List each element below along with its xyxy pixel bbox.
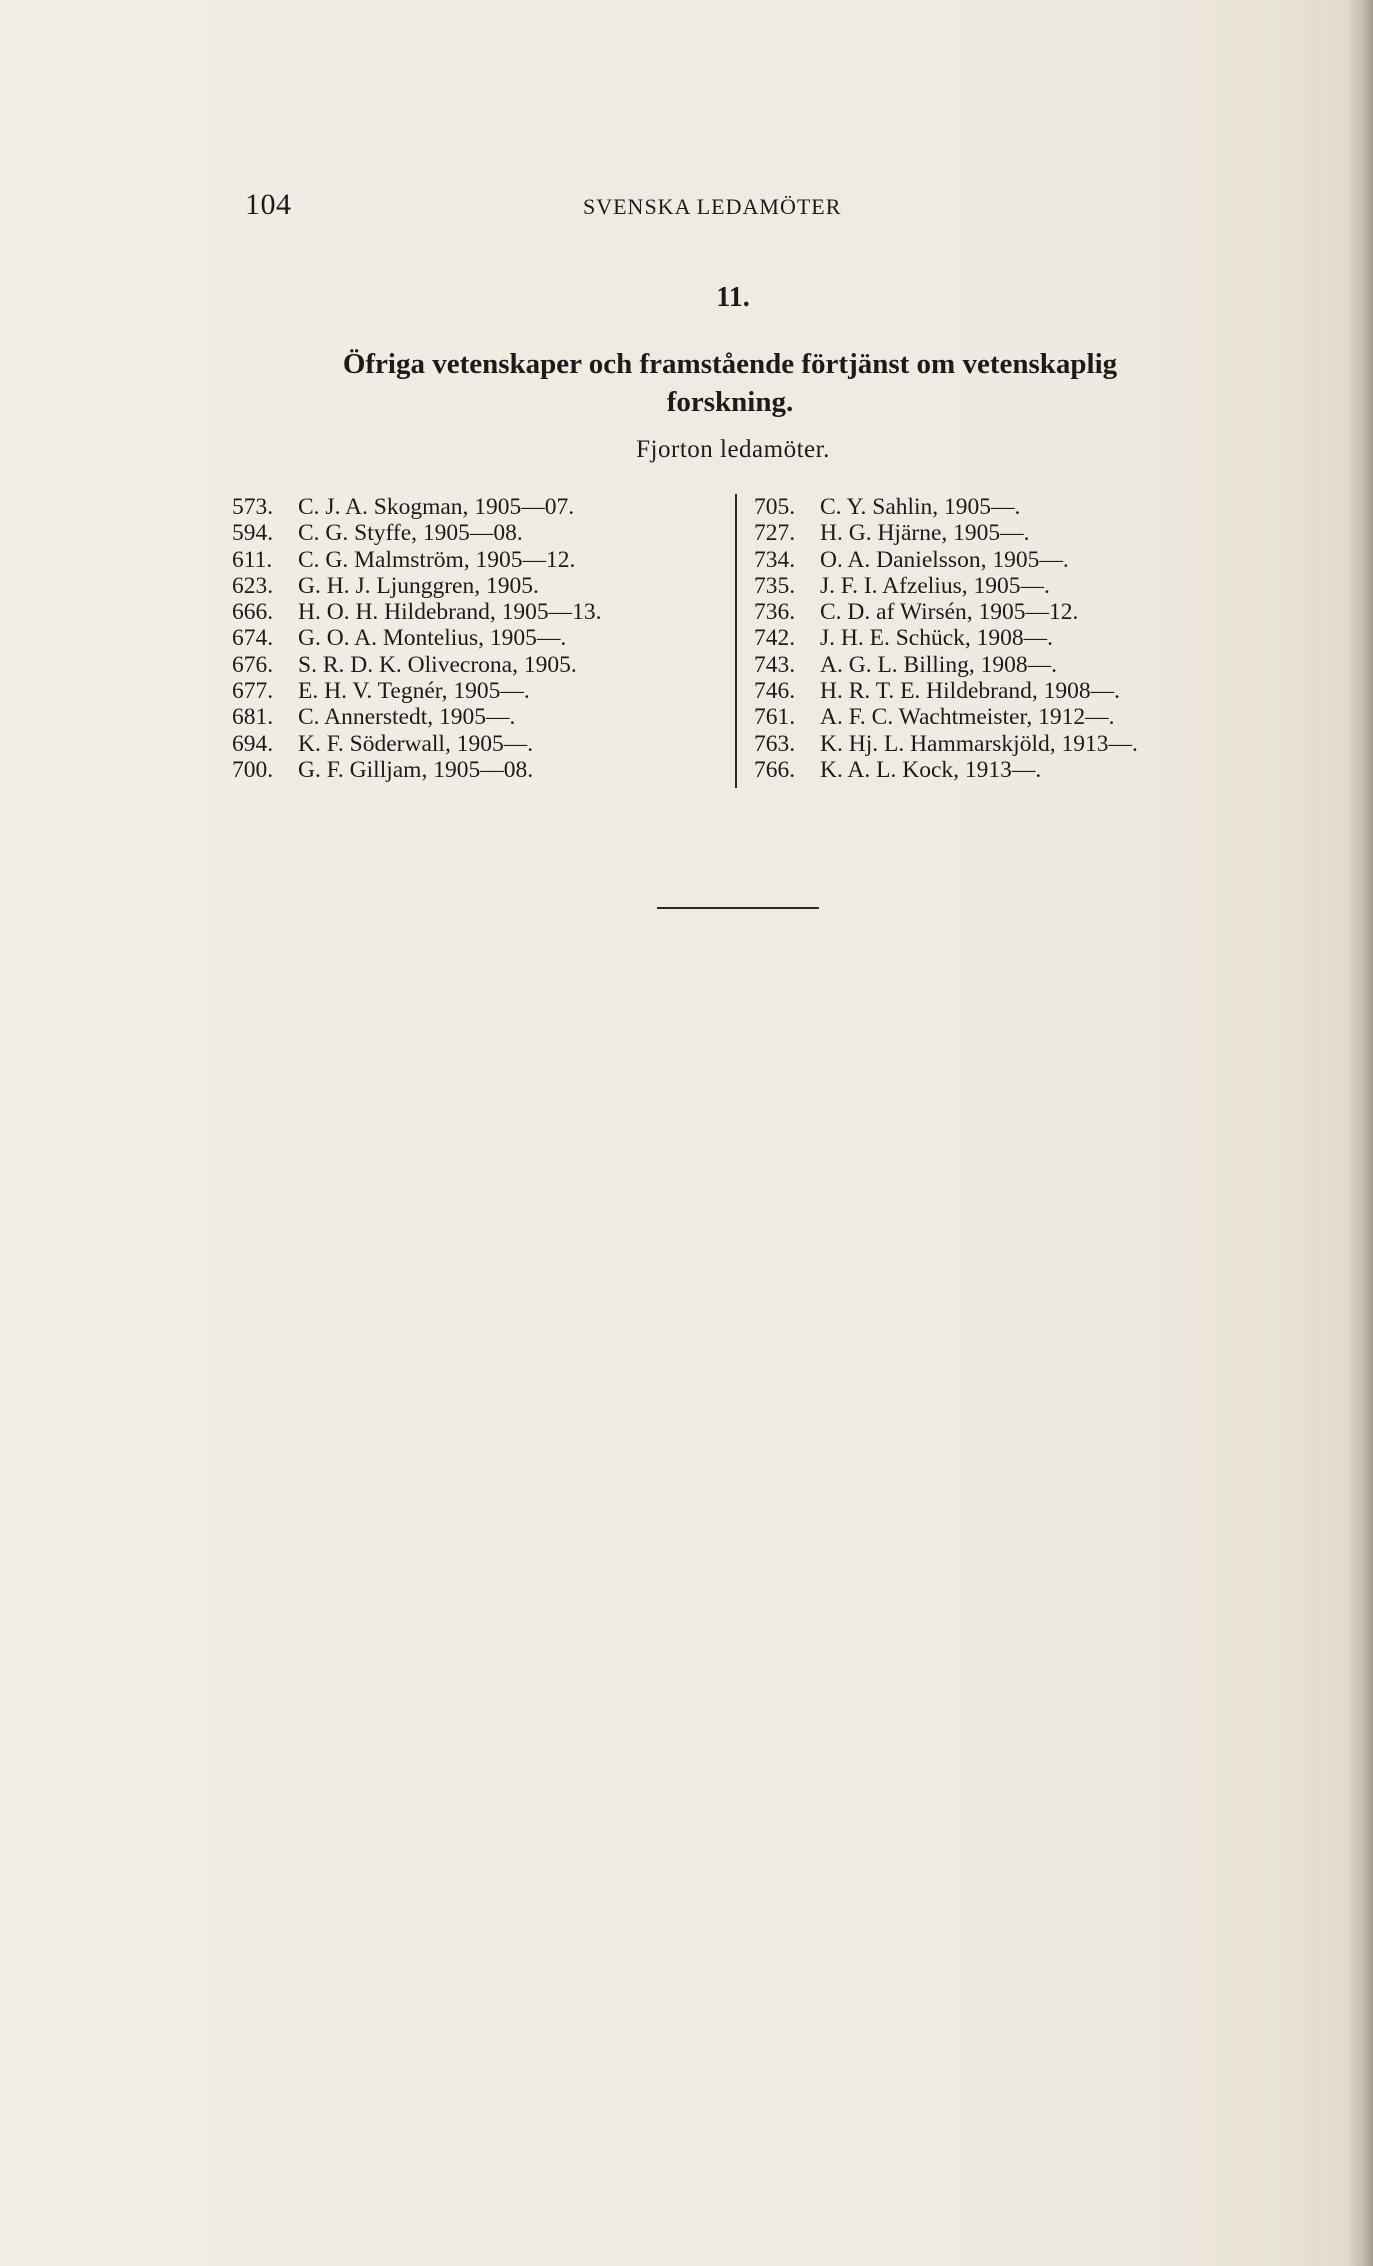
list-item (232, 757, 602, 783)
member-number: 676. (232, 651, 274, 678)
page-number: 104 (245, 188, 292, 221)
member-number: 681. (232, 704, 274, 731)
list-item (232, 652, 602, 678)
member-name: H. O. H. Hildebrand, 1905—13. (298, 599, 602, 626)
list-item (232, 573, 602, 599)
list-item (232, 599, 602, 625)
list-item (754, 547, 1138, 573)
member-name: E. H. V. Tegnér, 1905—. (298, 678, 530, 705)
member-name: C. D. af Wirsén, 1905—12. (820, 599, 1079, 626)
member-name: G. F. Gilljam, 1905—08. (298, 756, 534, 783)
list-item (232, 494, 602, 520)
list-item (754, 625, 1138, 651)
list-item (232, 704, 602, 730)
member-name: C. Y. Sahlin, 1905—. (820, 494, 1021, 520)
member-number: 677. (232, 678, 274, 705)
member-name: G. O. A. Montelius, 1905—. (298, 625, 567, 652)
section-end-rule (657, 907, 819, 909)
member-name: J. H. E. Schück, 1908—. (820, 625, 1054, 652)
member-name: A. F. C. Wachtmeister, 1912—. (820, 704, 1115, 731)
list-item (754, 704, 1138, 730)
list-item (232, 731, 602, 757)
list-item (754, 757, 1138, 783)
list-item (754, 573, 1138, 599)
members-left-column (232, 494, 602, 783)
member-number: 694. (232, 730, 274, 757)
list-item (754, 520, 1138, 546)
member-number: 766. (754, 756, 796, 783)
member-number: 763. (754, 730, 796, 757)
list-item (232, 547, 602, 573)
list-item (754, 678, 1138, 704)
member-name: O. A. Danielsson, 1905—. (820, 546, 1069, 573)
list-item (754, 652, 1138, 678)
member-number: 573. (232, 494, 274, 520)
member-name: C. G. Styffe, 1905—08. (298, 520, 523, 547)
running-title: SVENSKA LEDAMÖTER (583, 194, 842, 219)
member-number: 666. (232, 599, 274, 626)
member-name: A. G. L. Billing, 1908—. (820, 651, 1057, 678)
member-number: 735. (754, 572, 796, 599)
page-edge-shadow (1347, 0, 1373, 2266)
member-number: 727. (754, 520, 796, 547)
list-item (754, 731, 1138, 757)
member-number: 742. (754, 625, 796, 652)
member-number: 700. (232, 756, 274, 783)
member-number: 746. (754, 678, 796, 705)
member-number: 761. (754, 704, 796, 731)
member-name: K. Hj. L. Hammarskjöld, 1913—. (820, 730, 1138, 757)
member-number: 623. (232, 572, 274, 599)
list-item (754, 494, 1138, 520)
member-name: J. F. I. Afzelius, 1905—. (820, 572, 1050, 599)
member-name: H. G. Hjärne, 1905—. (820, 520, 1030, 547)
section-subtitle: Fjorton ledamöter. (636, 436, 830, 463)
list-item (232, 625, 602, 651)
column-divider (735, 494, 737, 788)
member-name: G. H. J. Ljunggren, 1905. (298, 572, 539, 599)
section-number: 11. (716, 282, 750, 313)
member-name: S. R. D. K. Olivecrona, 1905. (298, 651, 577, 678)
member-number: 736. (754, 599, 796, 626)
list-item (232, 678, 602, 704)
member-number: 705. (754, 494, 796, 520)
member-name: K. F. Söderwall, 1905—. (298, 730, 534, 757)
section-title-line-1: Öfriga vetenskaper och framstående förtjänst om vetenskaplig (342, 348, 1118, 380)
members-right-column (754, 494, 1138, 783)
member-number: 674. (232, 625, 274, 652)
member-name: H. R. T. E. Hildebrand, 1908—. (820, 678, 1121, 705)
running-head (245, 188, 945, 228)
member-name: C. Annerstedt, 1905—. (298, 704, 516, 731)
section-title-line-2: forskning. (666, 386, 794, 418)
member-number: 611. (232, 546, 273, 573)
member-number: 743. (754, 651, 796, 678)
list-item (754, 599, 1138, 625)
list-item (232, 520, 602, 546)
member-name: K. A. L. Kock, 1913—. (820, 756, 1042, 783)
section-title (290, 345, 1170, 421)
member-number: 734. (754, 546, 796, 573)
member-name: C. J. A. Skogman, 1905—07. (298, 494, 575, 520)
member-name: C. G. Malmström, 1905—12. (298, 546, 576, 573)
member-number: 594. (232, 520, 274, 547)
